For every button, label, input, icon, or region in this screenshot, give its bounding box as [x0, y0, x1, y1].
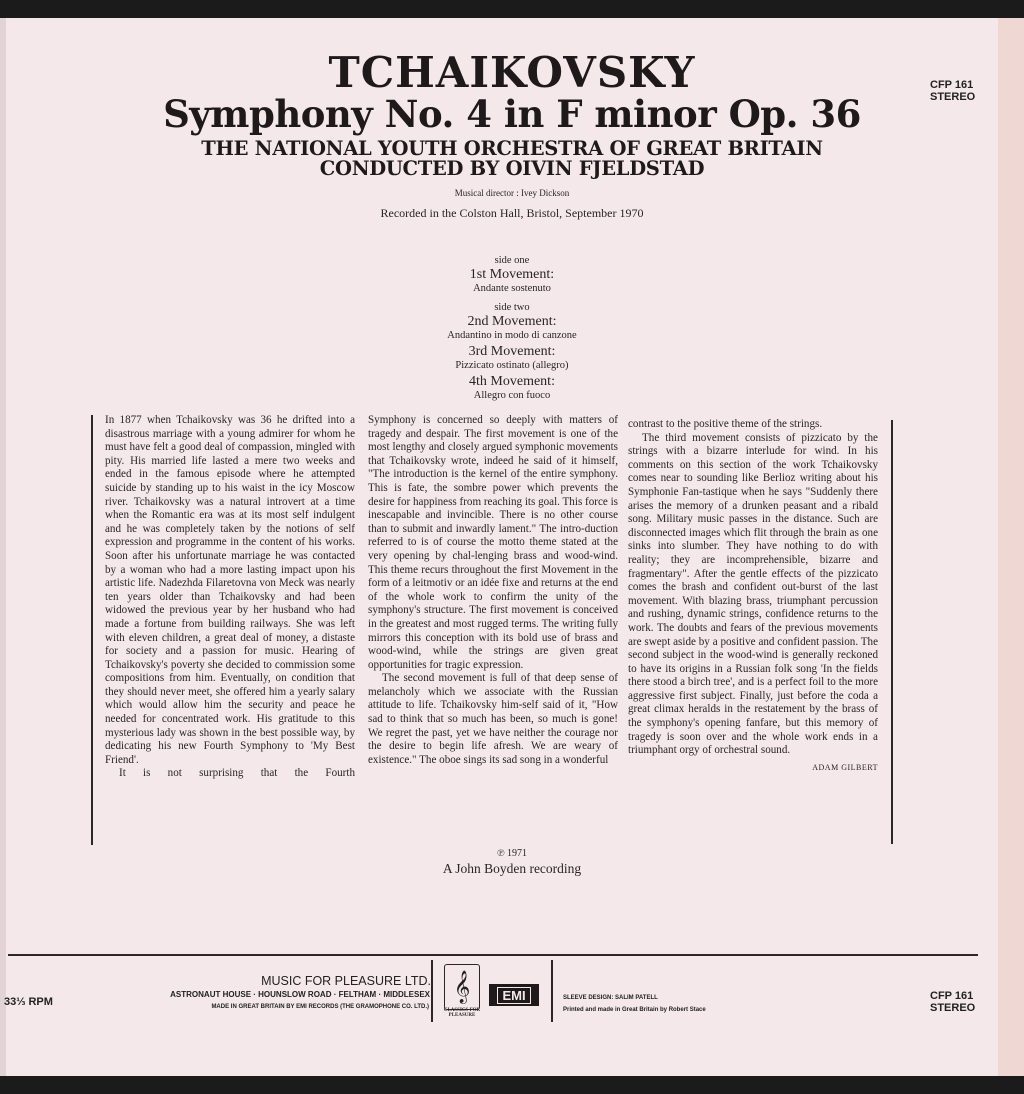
- musical-director: Musical director : Ivey Dickson: [454, 188, 570, 198]
- notes-right-rule: [891, 420, 893, 844]
- logo-right-rule: [551, 960, 553, 1022]
- emi-logo-icon: [489, 984, 539, 1006]
- emi-logo-text: EMI: [497, 987, 530, 1004]
- manufacturer-note: MADE IN GREAT BRITAIN BY EMI RECORDS (THE GRAMOPHONE CO. LTD.): [211, 1004, 429, 1010]
- recording-info: Recorded in the Colston Hall, Bristol, September 1970: [380, 206, 644, 220]
- sleeve-design-credit: SLEEVE DESIGN: SALIM PATELL: [563, 995, 658, 1001]
- notes-column-3: [628, 418, 878, 774]
- producer-credit: A John Boyden recording: [442, 861, 582, 876]
- notes-paragraph: In 1877 when Tchaikovsky was 36 he drifted into a disastrous marriage with a young admirer for whom he must have felt a good deal of compassion, mingled with pity. His married life lasted a mere two weeks and ended in the famous episode where he attempted suicide by standing up to his waist in the icy Moscow river. Tchaikovsky was a natural introvert at a time when the Romantic era was at its most self indulgent and he was completely taken by the notions of self expression and programme in the content of his works. Soon after his unfortunate marriage he was contacted by a woman who had a more lasting impact upon his artistic life. Nadezhda Filaretovna von Meck was nearly ten years older than Tchaikovsky and had been widowed the previous year by her husband who had made a fortune from building railways. She was left with eleven children, a great deal of money, a distaste for society and a passion for music. Hearing of Tchaikovsky's poverty she decided to commission some compositions from him. Eventually, on condition that they should never meet, she offered him a yearly salary which would allow him the security and peace he needed for concentrated work. His gratitude to this mysterious lady was shown in the best possible way, by dedicating his new Fourth Symphony to 'My Best Friend'.: [105, 414, 355, 766]
- catalogue-block-top: [930, 79, 975, 103]
- composer-title: TCHAIKOVSKY: [328, 48, 696, 97]
- work-title: Symphony No. 4 in F minor Op. 36: [163, 92, 861, 136]
- notes-left-rule: [91, 415, 93, 845]
- tracklist: [0, 254, 1024, 402]
- movement-title: 4th Movement:: [469, 374, 555, 389]
- notes-paragraph: Symphony is concerned so deeply with matters of tragedy and despair. The first movement is one of the most lengthy and closely argued symphonic movements that Tchaikovsky wrote, indeed he said of it himself, "The introduction is the kernel of the entire symphony. This is fate, the sombre power which prevents the desire for happiness from reaching its goal. This force is inescapable and invincible. There is no other course than to submit and inwardly lament." The intro-duction referred to is of course the motto theme stated at the very opening by chal-lenging brass and wood-wind. This theme recurs throughout the first Movement in the form of a leitmotiv or an idée fixe and returns at the end of the whole work to confirm the unity of the symphony's structure. The first movement is conceived in the greatest and most rugged terms. The writing fully mirrors this conception with its bold use of brass and wood-wind, while the strings are given great opportunities for tragic expression.: [368, 414, 618, 671]
- catalogue-number: CFP 161: [930, 990, 974, 1002]
- classics-for-pleasure-logo-icon: [444, 964, 480, 1010]
- notes-paragraph: The third movement consists of pizzicato by the strings with a bizarre interlude for wind. In his comments on this section of the work Tchaikovsky comes near to sounding like Berlioz writing about his Symphonie Fan-tastique when he says "Suddenly there arises the memory of a drunken peasant and a ribald song. Military music passes in the distance. Such are disconnected images which flit through the brain as one sinks into slumber. They have nothing to do with reality; they are incomprehensible, bizarre and fragmentary". After the gentle effects of the pizzicato comes the brash and confident out-burst of the last movement. With blazing brass, triumphant percussion and rushing, dynamic strings, confidence returns to the work. The doubts and fears of the previous movements are swept aside by a positive and confident passion. The second subject in the wood-wind is generally reckoned to have its origins in a Russian folk song 'In the fields there stood a birch tree', and is a perfect foil to the more aggressive first subject. Finally, just before the coda a great climax heralds in the restatement by the brass of the symphony's opening fanfare, but this memory of tragedy is soon over and the whole work ends in a triumphant orgy of orchestral sound.: [628, 431, 878, 757]
- format-label: STEREO: [930, 91, 976, 103]
- movement-tempo: Pizzicato ostinato (allegro): [455, 360, 569, 371]
- movement-tempo: Allegro con fuoco: [473, 390, 551, 401]
- notes-paragraph: It is not surprising that the Fourth: [119, 767, 355, 780]
- cfp-logo-caption: CLASSICS FOR PLEASURE: [443, 1008, 481, 1018]
- notes-paragraph: contrast to the positive theme of the strings.: [628, 418, 823, 430]
- logo-left-rule: [431, 960, 433, 1022]
- movement-title: 1st Movement:: [469, 267, 555, 282]
- movement-title: 3rd Movement:: [468, 344, 556, 359]
- notes-author: ADAM GILBERT: [812, 762, 878, 772]
- orchestra-name: THE NATIONAL YOUTH ORCHESTRA OF GREAT BRITAIN: [201, 137, 823, 160]
- printer-credit: Printed and made in Great Britain by Robert Stace: [563, 1007, 706, 1013]
- label-name: MUSIC FOR PLEASURE LTD.: [261, 974, 431, 988]
- notes-column-2: [368, 414, 618, 767]
- treble-clef-icon: 𝄞: [453, 970, 471, 1003]
- speed-label: 33⅓ RPM: [4, 996, 53, 1008]
- notes-paragraph: The second movement is full of that deep sense of melancholy which we associate with the Russian attitude to life. Tchaikovsky him-self said of it, "How sad to think that so much has been, so much is gone! We regret the past, yet we have neither the courage nor the desire to begin life afresh. We are weary of existence." The oboe sings its sad song in a wonderful: [368, 672, 618, 766]
- label-address: ASTRONAUT HOUSE · HOUNSLOW ROAD · FELTHAM · MIDDLESEX: [170, 990, 430, 999]
- catalogue-number: CFP 161: [930, 79, 974, 91]
- side-two-label: side two: [494, 302, 530, 313]
- movement-tempo: Andante sostenuto: [473, 283, 551, 294]
- phonogram-copyright: ℗ 1971: [496, 848, 528, 859]
- performers: [0, 139, 1024, 179]
- side-one-label: side one: [494, 255, 530, 266]
- notes-column-1: [105, 414, 355, 781]
- format-label: STEREO: [930, 1002, 976, 1014]
- movement-title: 2nd Movement:: [467, 314, 557, 329]
- catalogue-block-bottom: [930, 990, 975, 1014]
- footer-divider: [8, 954, 978, 956]
- movement-tempo: Andantino in modo di canzone: [447, 330, 577, 341]
- conductor-name: CONDUCTED BY OIVIN FJELDSTAD: [319, 157, 705, 180]
